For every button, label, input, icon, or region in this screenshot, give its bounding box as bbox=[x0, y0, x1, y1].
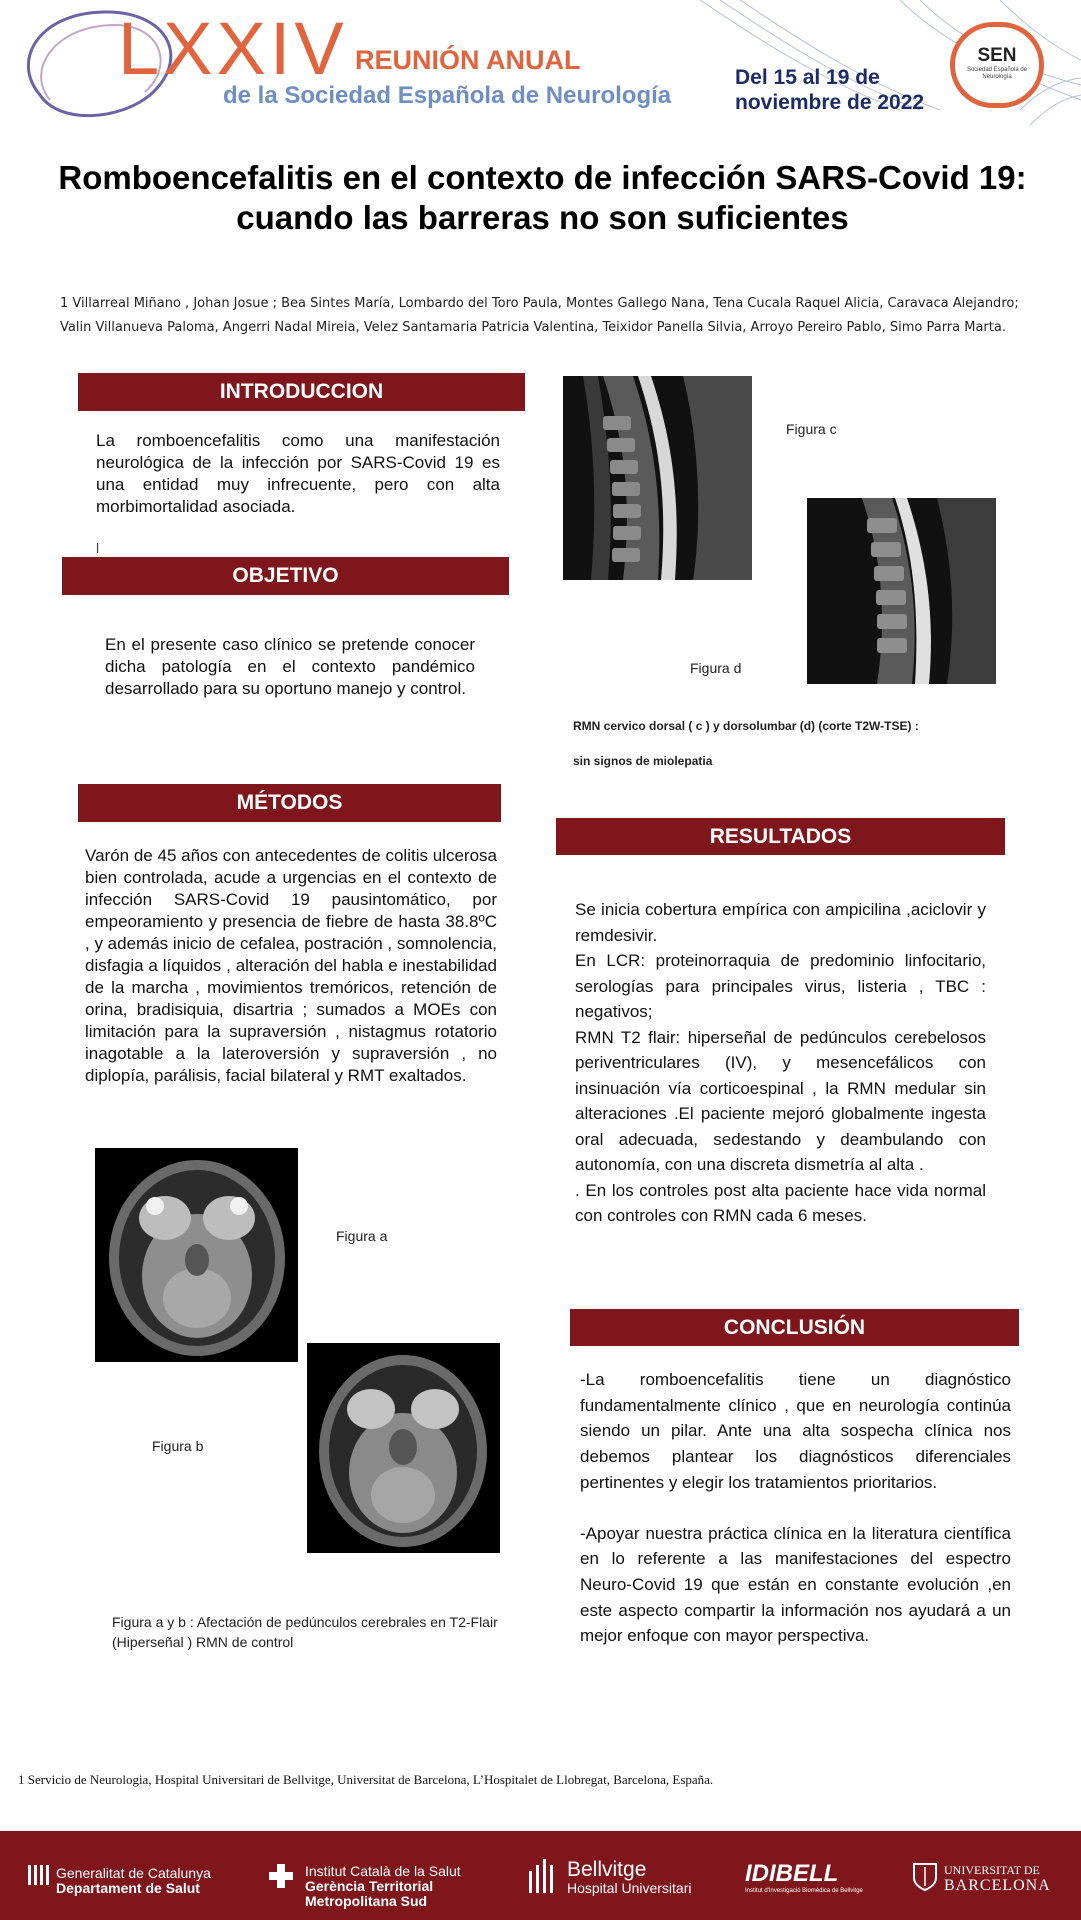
ics-cross-icon bbox=[267, 1862, 295, 1890]
ics-line-3: Metropolitana Sud bbox=[305, 1893, 428, 1909]
meeting-name: REUNIÓN ANUAL bbox=[355, 45, 581, 75]
ub-line-1: UNIVERSITAT DE bbox=[944, 1863, 1040, 1877]
mri-sagittal-cervical-image-c bbox=[563, 376, 752, 580]
metodos-text: Varón de 45 años con antecedentes de colitis ulcerosa bien controlada, acude a urgencias en el contexto de infección SARS-Covid 19 pausintomático, por empeoramiento y presencia de fiebre de hasta 38.8ºC , y además inicio de cefalea, postración , somnolencia, disfagia a líquidos , alteración del habla e inestabilidad de la marcha , movimientos tremóricos, retención de orina, bradisiquia, disartria ; sumados a MOEs con limitación para la supraversión , nistagmus rotatorio inagotable a la lateroversión y supraversión , no diplopía, parálisis, facial bilateral y RMT exaltados. bbox=[85, 846, 498, 1085]
mri-sagittal-dorsolumbar-image-d bbox=[807, 498, 996, 684]
introduccion-heading: INTRODUCCION bbox=[78, 373, 525, 411]
society-name: de la Sociedad Española de Neurología bbox=[223, 82, 672, 109]
figure-c-label: Figura c bbox=[786, 421, 837, 437]
affiliation: 1 Servicio de Neurologia, Hospital Universitari de Bellvitge, Universitat de Barcelona, L’Hospitalet de Llobregat, Barcelona, España. bbox=[18, 1772, 714, 1787]
sen-logo-text: SEN bbox=[977, 45, 1017, 66]
mri-figure-a bbox=[95, 1148, 298, 1362]
figures-ab-caption: Figura a y b : Afectación de pedúnculos cerebrales en T2-Flair (Hiperseñal ) RMN de control bbox=[112, 1614, 498, 1650]
mri-figure-c bbox=[563, 376, 752, 580]
ics-line-1: Institut Català de la Salut bbox=[305, 1863, 461, 1879]
generalitat-stripes-icon bbox=[26, 1863, 50, 1887]
bellvitge-logo bbox=[527, 1859, 691, 1896]
edition-numeral: LXXIV bbox=[118, 7, 348, 90]
ub-line-2: BARCELONA bbox=[944, 1877, 1051, 1894]
conclusion-paragraph-1: -La romboencefalitis tiene un diagnóstico fundamentalmente clínico , que en neurología continúa siendo un pilar. Ante una alta sospecha clínica nos debemos plantear los diagnósticos diferenciales pertinentes y elegir los tratamientos prioritarios. bbox=[580, 1370, 1011, 1492]
resultados-heading: RESULTADOS bbox=[556, 818, 1005, 855]
bellvitge-line-2: Hospital Universitari bbox=[567, 1880, 692, 1896]
resultados-text bbox=[575, 897, 986, 1229]
authors bbox=[60, 292, 1040, 340]
metodos-heading: MÉTODOS bbox=[78, 784, 501, 822]
authors-line-2: Valin Villanueva Paloma, Angerri Nadal Mireia, Velez Santamaria Patricia Valentina, Teixidor Panella Silvia, Arroyo Pereiro Pablo, Simo Parra Marta. bbox=[60, 320, 1006, 335]
objetivo-text: En el presente caso clínico se pretende conocer dicha patología en el contexto pandémico desarrollado para su oportuno manejo y control. bbox=[105, 635, 475, 698]
generalitat-line-2: Departament de Salut bbox=[56, 1880, 200, 1896]
figures-cd-caption-line-1: RMN cervico dorsal ( c ) y dorsolumbar (d) (corte T2W-TSE) : bbox=[573, 719, 919, 733]
idibell-line-1: IDIBELL bbox=[745, 1860, 839, 1887]
generalitat-logo bbox=[26, 1866, 211, 1896]
generalitat-line-1: Generalitat de Catalunya bbox=[56, 1865, 211, 1881]
dates-line-1: Del 15 al 19 de bbox=[735, 66, 880, 89]
conclusion-paragraph-2: -Apoyar nuestra práctica clínica en la literatura científica en lo referente a las manifestaciones del espectro Neuro-Covid 19 que están en constante evolución ,en este aspecto compartir la información nos ayudará a un mejor enfoque con mayor perspectiva. bbox=[580, 1523, 1011, 1646]
idibell-logo bbox=[745, 1861, 863, 1895]
mri-axial-brain-image-a bbox=[95, 1148, 298, 1362]
conclusion-heading: CONCLUSIÓN bbox=[570, 1309, 1019, 1346]
introduccion-text: La romboencefalitis como una manifestación neurológica de la infección por SARS-Covid 19 es una entidad muy infrecuente, pero con alta morbimortalidad asociada. bbox=[96, 431, 500, 516]
conclusion-text bbox=[580, 1367, 1011, 1649]
introduccion-stray-mark: l bbox=[96, 540, 100, 556]
sen-logo bbox=[950, 22, 1044, 108]
institution-footer bbox=[0, 1831, 1081, 1920]
mri-axial-brain-image-b bbox=[307, 1343, 500, 1553]
meeting-dates bbox=[735, 65, 924, 115]
ics-logo bbox=[267, 1864, 461, 1909]
figure-b-label: Figura b bbox=[152, 1438, 204, 1454]
ub-logo bbox=[912, 1863, 1051, 1893]
mri-figure-b bbox=[307, 1343, 500, 1553]
idibell-line-2: Institut d'Investigació Biomèdica de Bellvitge bbox=[745, 1888, 863, 1894]
dates-line-2: noviembre de 2022 bbox=[735, 91, 925, 114]
objetivo-heading: OBJETIVO bbox=[62, 557, 509, 595]
sen-logo-subtitle: Sociedad Española de Neurología bbox=[966, 67, 1028, 80]
authors-line-1: 1 Villarreal Miñano , Johan Josue ; Bea Sintes María, Lombardo del Toro Paula, Montes Gallego Nana, Tena Cucala Raquel Alicia, Caravaca Alejandro; bbox=[60, 296, 1019, 311]
bellvitge-bars-icon bbox=[527, 1859, 561, 1895]
conclusion-spacer bbox=[580, 1496, 1011, 1521]
resultados-paragraph-1: Se inicia cobertura empírica con ampicilina ,aciclovir y remdesivir. bbox=[575, 900, 986, 945]
resultados-paragraph-3: RMN T2 flair: hiperseñal de pedúnculos cerebelosos periventriculares (IV), y mesencefálicos con insinuación vía corticoespinal , la RMN medular sin alteraciones .El paciente mejoró globalmente ingesta oral adecuada, sedestando y deambulando con autonomía, con una discreta dismetría al alta . bbox=[575, 1027, 986, 1174]
conference-banner bbox=[0, 0, 1081, 135]
title-line-1: Romboencefalitis en el contexto de infección SARS-Covid 19: bbox=[58, 159, 1027, 196]
resultados-paragraph-4: . En los controles post alta paciente hace vida normal con controles con RMN cada 6 meses. bbox=[575, 1180, 986, 1225]
mri-figure-d bbox=[807, 498, 996, 684]
bellvitge-line-1: Bellvitge bbox=[567, 1858, 647, 1881]
ics-line-2: Gerència Territorial bbox=[305, 1878, 434, 1894]
figures-cd-caption-line-2: sin signos de miolepatia bbox=[573, 754, 713, 768]
resultados-paragraph-2: En LCR: proteinorraquia de predominio linfocitario, serologías para principales virus, listeria , TBC : negativos; bbox=[575, 951, 986, 1021]
ub-shield-icon bbox=[912, 1862, 938, 1892]
figure-d-label: Figura d bbox=[690, 660, 742, 676]
title-line-2: cuando las barreras no son suficientes bbox=[236, 199, 849, 236]
poster-title bbox=[20, 158, 1065, 238]
figure-a-label: Figura a bbox=[336, 1228, 388, 1244]
